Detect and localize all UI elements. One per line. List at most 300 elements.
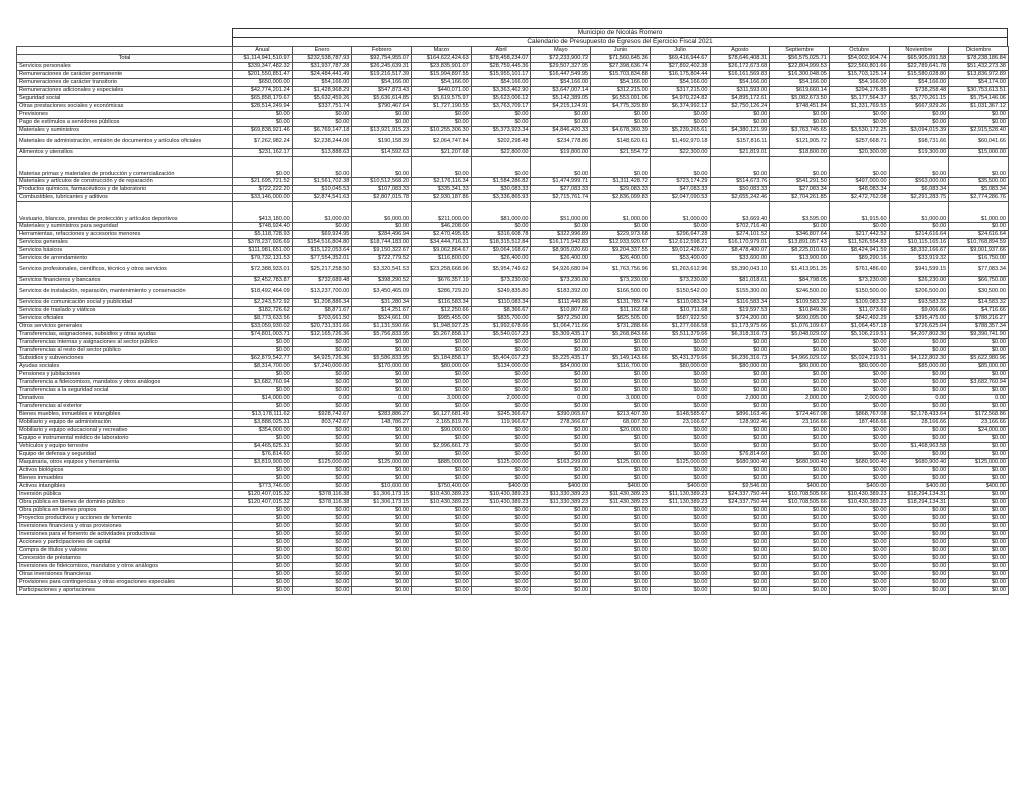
amount-cell: $110,083.34 bbox=[471, 299, 531, 307]
amount-cell: $26,400.00 bbox=[471, 255, 531, 263]
amount-cell: $985,455.00 bbox=[412, 315, 472, 323]
amount-cell: $77,083.34 bbox=[949, 263, 1009, 277]
amount-cell: $5,619,575.97 bbox=[412, 95, 472, 103]
amount-cell: $0.00 bbox=[829, 563, 889, 571]
amount-cell: $0.00 bbox=[889, 427, 949, 435]
amount-cell: $9,066.66 bbox=[889, 307, 949, 315]
amount-cell: $111,449.86 bbox=[531, 299, 591, 307]
amount-cell: $214,616.64 bbox=[889, 231, 949, 239]
amount-cell: $4,925,726.36 bbox=[292, 355, 352, 363]
amount-cell: $0.00 bbox=[591, 451, 651, 459]
amount-cell: $0.00 bbox=[949, 223, 1009, 231]
amount-cell: $0.00 bbox=[292, 223, 352, 231]
amount-cell: $0.00 bbox=[650, 403, 710, 411]
table-row bbox=[17, 239, 1009, 247]
amount-cell: $0.00 bbox=[829, 507, 889, 515]
amount-cell: $0.00 bbox=[710, 523, 770, 531]
amount-cell: 2,165,819.76 bbox=[412, 419, 472, 427]
amount-cell: $14,583.32 bbox=[949, 299, 1009, 307]
amount-cell: $0.00 bbox=[829, 339, 889, 347]
amount-cell: $19,597.53 bbox=[710, 307, 770, 315]
municipality-title: Municipio de Nicolás Romero bbox=[232, 28, 1008, 37]
amount-cell: $667,929.26 bbox=[889, 103, 949, 111]
row-label: Previsiones bbox=[17, 111, 233, 119]
amount-cell: $0.00 bbox=[292, 571, 352, 579]
amount-cell: $0.00 bbox=[591, 507, 651, 515]
amount-cell: $8,225,010.60 bbox=[770, 247, 830, 255]
amount-cell: $15,994,897.55 bbox=[412, 71, 472, 79]
row-label: Materiales de administración, emisión de documentos y artículos oficiales bbox=[17, 135, 233, 149]
amount-cell: $5,511,379.66 bbox=[650, 331, 710, 339]
amount-cell: $10,768,894.59 bbox=[949, 239, 1009, 247]
amount-cell: $748,924.40 bbox=[233, 223, 293, 231]
amount-cell: $3,763,709.17 bbox=[471, 103, 531, 111]
amount-cell: $0.00 bbox=[770, 507, 830, 515]
amount-cell: $0.00 bbox=[471, 467, 531, 475]
amount-cell: $0.00 bbox=[233, 339, 293, 347]
table-row bbox=[17, 547, 1009, 555]
table-row bbox=[17, 315, 1009, 323]
amount-cell: $378,116.38 bbox=[292, 499, 352, 507]
row-label: Compra de títulos y valores bbox=[17, 547, 233, 555]
amount-cell: $9,150,322.67 bbox=[352, 247, 412, 255]
amount-cell: 0.00 bbox=[949, 395, 1009, 403]
amount-cell: $0.00 bbox=[531, 539, 591, 547]
amount-cell: $0.00 bbox=[352, 157, 412, 178]
amount-cell: $26,172,673.68 bbox=[710, 63, 770, 71]
amount-cell: $0.00 bbox=[591, 475, 651, 483]
table-row bbox=[17, 157, 1009, 178]
amount-cell: $0.00 bbox=[352, 555, 412, 563]
amount-cell: $0.00 bbox=[292, 539, 352, 547]
amount-cell: $9,546.00 bbox=[710, 483, 770, 491]
amount-cell: 128,902.46 bbox=[710, 419, 770, 427]
amount-cell: $8,424,941.59 bbox=[829, 247, 889, 255]
amount-cell: $0.00 bbox=[770, 539, 830, 547]
amount-cell: 23,166.66 bbox=[949, 419, 1009, 427]
row-label: Transferencias internas y asignaciones al sector público bbox=[17, 339, 233, 347]
amount-cell: $0.00 bbox=[650, 475, 710, 483]
amount-cell: $0.00 bbox=[233, 571, 293, 579]
amount-cell: $3,320,541.53 bbox=[352, 263, 412, 277]
table-row bbox=[17, 127, 1009, 135]
amount-cell: $0.00 bbox=[471, 507, 531, 515]
amount-cell: $42,774,201.24 bbox=[233, 87, 293, 95]
amount-cell: $0.00 bbox=[471, 157, 531, 178]
table-row bbox=[17, 323, 1009, 331]
amount-cell: $0.00 bbox=[412, 531, 472, 539]
amount-cell: $541,291.50 bbox=[770, 178, 830, 186]
amount-cell: $0.00 bbox=[471, 515, 531, 523]
amount-cell: $0.00 bbox=[531, 347, 591, 355]
amount-cell: $54,166.00 bbox=[829, 79, 889, 87]
amount-cell: $0.00 bbox=[292, 555, 352, 563]
amount-cell: $4,966,029.02 bbox=[770, 355, 830, 363]
amount-cell: $0.00 bbox=[949, 515, 1009, 523]
table-row bbox=[17, 63, 1009, 71]
amount-cell: $0.00 bbox=[531, 119, 591, 127]
amount-cell: $0.00 bbox=[412, 539, 472, 547]
amount-cell: $0.00 bbox=[412, 347, 472, 355]
table-row bbox=[17, 371, 1009, 379]
amount-cell: $0.00 bbox=[949, 499, 1009, 507]
amount-cell: $22,789,641.78 bbox=[889, 63, 949, 71]
amount-cell: $2,047,090.53 bbox=[650, 194, 710, 202]
amount-cell: $0.00 bbox=[531, 371, 591, 379]
amount-cell: $842,492.29 bbox=[829, 315, 889, 323]
amount-cell: $0.00 bbox=[292, 443, 352, 451]
amount-cell: $0.00 bbox=[889, 435, 949, 443]
budget-table bbox=[16, 46, 1009, 595]
amount-cell: $0.00 bbox=[770, 111, 830, 119]
amount-cell: $5,184,858.17 bbox=[412, 355, 472, 363]
amount-cell: $0.00 bbox=[889, 387, 949, 395]
amount-cell: $0.00 bbox=[949, 443, 1009, 451]
amount-cell: $0.00 bbox=[531, 443, 591, 451]
amount-cell: $0.00 bbox=[889, 571, 949, 579]
amount-cell: $1,000.00 bbox=[292, 202, 352, 223]
amount-cell: $724,200.00 bbox=[710, 315, 770, 323]
amount-cell: $0.00 bbox=[829, 427, 889, 435]
amount-cell: $0.00 bbox=[471, 531, 531, 539]
table-row bbox=[17, 435, 1009, 443]
amount-cell: $11,130,389.23 bbox=[650, 491, 710, 499]
amount-cell: $317,215.00 bbox=[650, 87, 710, 95]
amount-cell: $0.00 bbox=[829, 119, 889, 127]
amount-cell: $65,905,091.58 bbox=[889, 55, 949, 63]
amount-cell: $0.00 bbox=[770, 119, 830, 127]
row-label: Bienes inmuebles bbox=[17, 475, 233, 483]
amount-cell: $5,118,728.93 bbox=[233, 231, 293, 239]
amount-cell: 68,007.30 bbox=[591, 419, 651, 427]
amount-cell: $81,018.61 bbox=[710, 277, 770, 285]
amount-cell: $0.00 bbox=[710, 571, 770, 579]
amount-cell: $0.00 bbox=[591, 587, 651, 595]
amount-cell: $5,636,614.85 bbox=[352, 95, 412, 103]
amount-cell: $0.00 bbox=[292, 387, 352, 395]
amount-cell: $1,727,190.55 bbox=[412, 103, 472, 111]
amount-cell: $0.00 bbox=[591, 571, 651, 579]
amount-cell: $0.00 bbox=[889, 547, 949, 555]
amount-cell: $78,458,234.07 bbox=[471, 55, 531, 63]
amount-cell: $10,115,165.16 bbox=[889, 239, 949, 247]
amount-cell: $0.00 bbox=[710, 547, 770, 555]
amount-cell: $316,608.78 bbox=[471, 231, 531, 239]
table-row bbox=[17, 299, 1009, 307]
amount-cell: $6,236,316.73 bbox=[710, 355, 770, 363]
amount-cell: $0.00 bbox=[531, 427, 591, 435]
amount-cell: $11,430,389.23 bbox=[591, 499, 651, 507]
amount-cell: $0.00 bbox=[591, 443, 651, 451]
amount-cell: $80,000.00 bbox=[412, 363, 472, 371]
amount-cell: $65,858,179.67 bbox=[233, 95, 293, 103]
amount-cell: $0.00 bbox=[591, 111, 651, 119]
amount-cell: $5,268,843.66 bbox=[591, 331, 651, 339]
amount-cell: $47,083.33 bbox=[650, 186, 710, 194]
amount-cell: $0.00 bbox=[889, 531, 949, 539]
amount-cell: $868,767.08 bbox=[829, 411, 889, 419]
row-label: Servicios de comunicación social y publicidad bbox=[17, 299, 233, 307]
amount-cell: $0.00 bbox=[710, 563, 770, 571]
amount-cell: $750,400.00 bbox=[412, 483, 472, 491]
row-label: Remuneraciones de carácter permanente bbox=[17, 71, 233, 79]
amount-cell: $0.00 bbox=[710, 119, 770, 127]
table-row bbox=[17, 79, 1009, 87]
amount-cell: $22,804,999.53 bbox=[770, 63, 830, 71]
amount-cell: $80,000.00 bbox=[710, 363, 770, 371]
amount-cell: $21,554.72 bbox=[591, 149, 651, 157]
amount-cell: $0.00 bbox=[770, 443, 830, 451]
amount-cell: $690,095.00 bbox=[770, 315, 830, 323]
amount-cell: $0.00 bbox=[352, 379, 412, 387]
amount-cell: $0.00 bbox=[710, 427, 770, 435]
amount-cell: $1,306,173.15 bbox=[352, 499, 412, 507]
amount-cell: $872,250.00 bbox=[531, 315, 591, 323]
row-label: Vestuario, blancos, prendas de protección y artículos deportivos bbox=[17, 202, 233, 223]
amount-cell: $0.00 bbox=[650, 379, 710, 387]
amount-cell: $77,554,352.01 bbox=[292, 255, 352, 263]
table-row bbox=[17, 515, 1009, 523]
amount-cell: $84,798.05 bbox=[770, 277, 830, 285]
row-label: Mobiliario y equipo educacional y recreativo bbox=[17, 427, 233, 435]
amount-cell: $0.00 bbox=[233, 531, 293, 539]
amount-cell: $80,000.00 bbox=[829, 363, 889, 371]
amount-cell: $8,366.67 bbox=[471, 307, 531, 315]
amount-cell: $0.00 bbox=[829, 531, 889, 539]
amount-cell: $0.00 bbox=[471, 427, 531, 435]
amount-cell: $0.00 bbox=[710, 379, 770, 387]
amount-cell: $0.00 bbox=[829, 347, 889, 355]
amount-cell: $0.00 bbox=[770, 371, 830, 379]
amount-cell: $16,300,048.05 bbox=[770, 71, 830, 79]
amount-cell: $6,374,992.12 bbox=[650, 103, 710, 111]
amount-cell: $2,996,661.73 bbox=[412, 443, 472, 451]
amount-cell: $125,000.00 bbox=[949, 459, 1009, 467]
amount-cell: $0.00 bbox=[233, 387, 293, 395]
amount-cell: $0.00 bbox=[829, 223, 889, 231]
amount-cell: $0.00 bbox=[770, 523, 830, 531]
amount-cell: $11,073.69 bbox=[829, 307, 889, 315]
amount-cell: $50,083.33 bbox=[710, 186, 770, 194]
amount-cell: $0.00 bbox=[292, 379, 352, 387]
amount-cell: $0.00 bbox=[233, 507, 293, 515]
amount-cell: $0.00 bbox=[591, 579, 651, 587]
row-label: Maquinaria, otros equipos y herramienta bbox=[17, 459, 233, 467]
column-header: Enero bbox=[292, 47, 352, 55]
amount-cell: $0.00 bbox=[829, 467, 889, 475]
amount-cell: $0.00 bbox=[352, 371, 412, 379]
amount-cell: $0.00 bbox=[949, 371, 1009, 379]
amount-cell: $3,819,900.00 bbox=[233, 459, 293, 467]
amount-cell: $29,507,327.95 bbox=[531, 63, 591, 71]
amount-cell: $0.00 bbox=[650, 339, 710, 347]
amount-cell: $335,341.33 bbox=[412, 186, 472, 194]
amount-cell: $0.00 bbox=[233, 523, 293, 531]
amount-cell: $440,071.00 bbox=[412, 87, 472, 95]
amount-cell: $0.00 bbox=[889, 347, 949, 355]
amount-cell: $5,623,006.12 bbox=[471, 95, 531, 103]
row-label: Otros servicios generales bbox=[17, 323, 233, 331]
amount-cell: $35,500.00 bbox=[949, 178, 1009, 186]
amount-cell: $0.00 bbox=[829, 523, 889, 531]
table-row bbox=[17, 95, 1009, 103]
amount-cell: $54,166.00 bbox=[531, 79, 591, 87]
amount-cell: $0.00 bbox=[829, 157, 889, 178]
amount-cell: $5,177,564.37 bbox=[829, 95, 889, 103]
amount-cell: $0.00 bbox=[650, 563, 710, 571]
amount-cell: $0.00 bbox=[889, 579, 949, 587]
amount-cell: $3,682,760.94 bbox=[949, 379, 1009, 387]
amount-cell: $2,243,572.92 bbox=[233, 299, 293, 307]
row-label: Activos biológicos bbox=[17, 467, 233, 475]
row-label: Equipo de defensa y seguridad bbox=[17, 451, 233, 459]
amount-cell: $10,512,568.20 bbox=[352, 178, 412, 186]
amount-cell: $24,616.64 bbox=[949, 231, 1009, 239]
amount-cell: $0.00 bbox=[650, 347, 710, 355]
row-label: Servicios de traslado y viáticos bbox=[17, 307, 233, 315]
amount-cell: $54,166.00 bbox=[412, 79, 472, 87]
amount-cell: $157,816.11 bbox=[710, 135, 770, 149]
amount-cell: $93,583.32 bbox=[889, 299, 949, 307]
amount-cell: $27,398,636.74 bbox=[591, 63, 651, 71]
header-blank-cell bbox=[17, 47, 233, 55]
amount-cell: $0.00 bbox=[770, 339, 830, 347]
amount-cell: $2,470,495.65 bbox=[412, 231, 472, 239]
amount-cell: $5,770,261.15 bbox=[889, 95, 949, 103]
table-row bbox=[17, 563, 1009, 571]
amount-cell: $0.00 bbox=[471, 111, 531, 119]
amount-cell: $0.00 bbox=[591, 157, 651, 178]
amount-cell: $54,166.00 bbox=[710, 79, 770, 87]
amount-cell: $109,083.32 bbox=[829, 299, 889, 307]
amount-cell: $0.00 bbox=[531, 531, 591, 539]
amount-cell: $54,166.00 bbox=[292, 79, 352, 87]
row-label: Servicios oficiales bbox=[17, 315, 233, 323]
table-row bbox=[17, 223, 1009, 231]
amount-cell: $15,122,053.64 bbox=[292, 247, 352, 255]
amount-cell: $3,763,745.65 bbox=[770, 127, 830, 135]
amount-cell: $76,814.60 bbox=[710, 451, 770, 459]
amount-cell: 148,786.27 bbox=[352, 419, 412, 427]
amount-cell: $0.00 bbox=[352, 571, 412, 579]
amount-cell: $72,388,933.01 bbox=[233, 263, 293, 277]
amount-cell: $2,750,126.24 bbox=[710, 103, 770, 111]
table-row bbox=[17, 103, 1009, 111]
column-header: Noviembre bbox=[889, 47, 949, 55]
amount-cell: $0.00 bbox=[292, 427, 352, 435]
amount-cell: $71,560,645.36 bbox=[591, 55, 651, 63]
amount-cell: $0.00 bbox=[292, 119, 352, 127]
amount-cell: $4,678,360.39 bbox=[591, 127, 651, 135]
amount-cell: $0.00 bbox=[710, 587, 770, 595]
amount-cell: $0.00 bbox=[770, 571, 830, 579]
amount-cell: $0.00 bbox=[292, 531, 352, 539]
amount-cell: $0.00 bbox=[770, 387, 830, 395]
amount-cell: $0.00 bbox=[650, 111, 710, 119]
amount-cell: $116,583.34 bbox=[710, 299, 770, 307]
amount-cell: $2,655,242.46 bbox=[710, 194, 770, 202]
amount-cell: $166,500.00 bbox=[591, 285, 651, 299]
amount-cell: $0.00 bbox=[471, 347, 531, 355]
amount-cell: $0.00 bbox=[770, 579, 830, 587]
amount-cell: $835,700.00 bbox=[471, 315, 531, 323]
amount-cell: $6,127,681.49 bbox=[412, 411, 472, 419]
amount-cell: $676,357.19 bbox=[412, 277, 472, 285]
amount-cell: $14,000.00 bbox=[233, 395, 293, 403]
amount-cell: $0.00 bbox=[292, 371, 352, 379]
amount-cell: $0.00 bbox=[531, 563, 591, 571]
amount-cell: $20,731,331.66 bbox=[292, 323, 352, 331]
column-header: Junio bbox=[591, 47, 651, 55]
table-row bbox=[17, 403, 1009, 411]
row-label: Servicios financieros y bancarios bbox=[17, 277, 233, 285]
amount-cell: $217,442.52 bbox=[829, 231, 889, 239]
amount-cell: $0.00 bbox=[412, 387, 472, 395]
amount-cell: $0.00 bbox=[471, 339, 531, 347]
amount-cell: $0.00 bbox=[471, 451, 531, 459]
amount-cell: $0.00 bbox=[770, 547, 830, 555]
amount-cell: $10,045.53 bbox=[292, 186, 352, 194]
amount-cell: $246,500.00 bbox=[770, 285, 830, 299]
amount-cell: $0.00 bbox=[650, 515, 710, 523]
amount-cell: $0.00 bbox=[650, 443, 710, 451]
amount-cell: $231,162.17 bbox=[233, 149, 293, 157]
amount-cell: $121,905.72 bbox=[770, 135, 830, 149]
row-label: Activos intangibles bbox=[17, 483, 233, 491]
amount-cell: $0.00 bbox=[412, 435, 472, 443]
amount-cell: $0.00 bbox=[352, 539, 412, 547]
amount-cell: $0.00 bbox=[531, 587, 591, 595]
amount-cell: $23,258,668.96 bbox=[412, 263, 472, 277]
row-label: Alimentos y utensilios bbox=[17, 149, 233, 157]
amount-cell: $16,161,569.83 bbox=[710, 71, 770, 79]
amount-cell: $8,478,400.07 bbox=[710, 247, 770, 255]
amount-cell: $1,474,999.71 bbox=[531, 178, 591, 186]
table-row bbox=[17, 87, 1009, 95]
amount-cell: $19,216,517.39 bbox=[352, 71, 412, 79]
amount-cell: $825,505.00 bbox=[591, 315, 651, 323]
amount-cell: $0.00 bbox=[531, 507, 591, 515]
amount-cell: $0.00 bbox=[889, 475, 949, 483]
amount-cell: $0.00 bbox=[889, 157, 949, 178]
row-label: Proyectos productivos y acciones de fomento bbox=[17, 515, 233, 523]
amount-cell: $0.00 bbox=[591, 371, 651, 379]
amount-cell: $339,347,482.32 bbox=[233, 63, 293, 71]
amount-cell: $54,166.00 bbox=[650, 79, 710, 87]
amount-cell: $7,262,982.24 bbox=[233, 135, 293, 149]
amount-cell: $1,031,367.12 bbox=[949, 103, 1009, 111]
amount-cell: $4,846,420.33 bbox=[531, 127, 591, 135]
amount-cell: $0.00 bbox=[233, 547, 293, 555]
row-label: Bienes muebles, inmuebles e intangibles bbox=[17, 411, 233, 419]
amount-cell: $0.00 bbox=[412, 515, 472, 523]
amount-cell: $1,064,711.66 bbox=[531, 323, 591, 331]
amount-cell: $941,599.15 bbox=[889, 263, 949, 277]
amount-cell: $0.00 bbox=[471, 443, 531, 451]
amount-cell: $33,919.32 bbox=[889, 255, 949, 263]
amount-cell: $0.00 bbox=[591, 379, 651, 387]
amount-cell: $190,158.39 bbox=[352, 135, 412, 149]
amount-cell: $163,299.00 bbox=[531, 459, 591, 467]
amount-cell: $98,731.66 bbox=[889, 135, 949, 149]
amount-cell: $2,176,116.34 bbox=[412, 178, 472, 186]
amount-cell: $0.00 bbox=[591, 515, 651, 523]
amount-cell: $2,715,761.74 bbox=[531, 194, 591, 202]
amount-cell: $25,217,258.50 bbox=[292, 263, 352, 277]
amount-cell: $232,538,787.93 bbox=[292, 55, 352, 63]
amount-cell: $294,176.85 bbox=[829, 87, 889, 95]
amount-cell: $1,208,886.34 bbox=[292, 299, 352, 307]
